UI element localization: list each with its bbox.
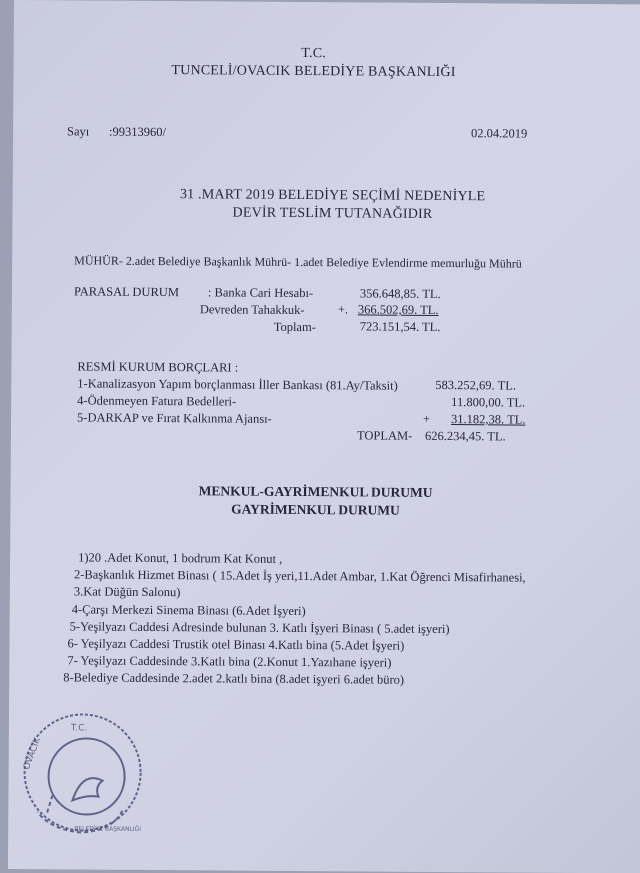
title-line-2: DEVİR TESLİM TUTANAĞIDIR <box>232 205 433 222</box>
parasal-row-name: Toplam- <box>273 319 316 335</box>
document-date: 02.04.2019 <box>471 126 528 141</box>
parasal-row-value: 356.648,85. TL. <box>359 286 441 301</box>
header-tc: T.C. <box>301 46 327 62</box>
title-line-1: 31 .MART 2019 BELEDİYE SEÇİMİ NEDENİYLE <box>179 187 486 205</box>
official-seal-stamp <box>12 700 153 841</box>
list-item: 3.Kat Düğün Salonu) <box>73 584 181 600</box>
menkul-title: MENKUL-GAYRİMENKUL DURUMU <box>198 483 433 500</box>
parasal-row-value: 723.151,54. TL. <box>359 319 441 334</box>
parasal-row-name: : Banka Cari Hesabı- <box>207 285 314 301</box>
list-item: 8-Belediye Caddesinde 2.adet 2.katlı bina (8.adet işyeri 6.adet büro) <box>63 670 405 687</box>
borc-row-value: 583.252,69. TL. <box>435 377 517 393</box>
list-item: 1)20 .Adet Konut, 1 bodrum Kat Konut , <box>78 550 283 566</box>
list-item: 2-Başkanlık Hizmet Binası ( 15.Adet İş yeri,11.Adet Ambar, 1.Kat Öğrenci Misafirhanesi, <box>73 567 526 585</box>
header-municipality: TUNCELİ/OVACIK BELEDİYE BAŞKANLIĞI <box>171 63 456 81</box>
borc-row-name: 4-Ödenmeyen Fatura Bedelleri- <box>77 393 237 409</box>
document-page <box>8 0 640 873</box>
parasal-row-value: 366.502,69. TL. <box>357 302 439 317</box>
borc-row-value: 31.182,38. TL. <box>451 412 526 427</box>
parasal-row-name: Devreden Tahakkuk- <box>199 302 305 318</box>
gayrimenkul-title: GAYRİMENKUL DURUMU <box>231 501 400 518</box>
parasal-row-prefix: +. <box>337 302 349 317</box>
list-item: 6- Yeşilyazı Caddesi Trustik otel Binası 4.Katlı bina (5.Adet İşyeri) <box>67 636 405 653</box>
list-item: 4-Çarşı Merkezi Sinema Binası (6.Adet İşyeri) <box>71 602 306 619</box>
borc-total-label: TOPLAM- <box>356 428 413 443</box>
borc-row-name: 1-Kanalizasyon Yapım borçlanması İller Bankası (81.Ay/Taksit) <box>77 376 398 393</box>
muhur-line: MÜHÜR- 2.adet Belediye Başkanlık Mührü- 1.adet Belediye Evlendirme memurluğu Mührü <box>74 253 522 271</box>
borc-row-prefix: + <box>423 411 431 426</box>
list-item: 5-Yeşilyazı Caddesi Adresinde bulunan 3. Katlı İşyeri Binası ( 5.adet işyeri) <box>69 619 450 637</box>
stamp-text-bottom: BELEDİYE BAŞKANLIĞI <box>74 825 142 833</box>
stamp-text-left: OVACIK <box>22 736 44 772</box>
borc-total-value: 626.234,45. TL. <box>424 428 506 444</box>
list-item: 7- Yeşilyazı Caddesinde 3.Katlı bina (2.Konut 1.Yazıhane işyeri) <box>67 653 392 670</box>
sayi-value: :99313960/ <box>109 124 167 140</box>
borc-row-value: 11.800,00. TL. <box>451 395 526 410</box>
borclar-heading: RESMİ KURUM BORÇLARI : <box>77 359 239 375</box>
sayi-label: Sayı <box>67 124 90 139</box>
stamp-text-top: T.C. <box>70 723 88 734</box>
parasal-label: PARASAL DURUM <box>73 284 180 300</box>
borc-row-name: 5-DARKAP ve Fırat Kalkınma Ajansı- <box>77 410 272 426</box>
